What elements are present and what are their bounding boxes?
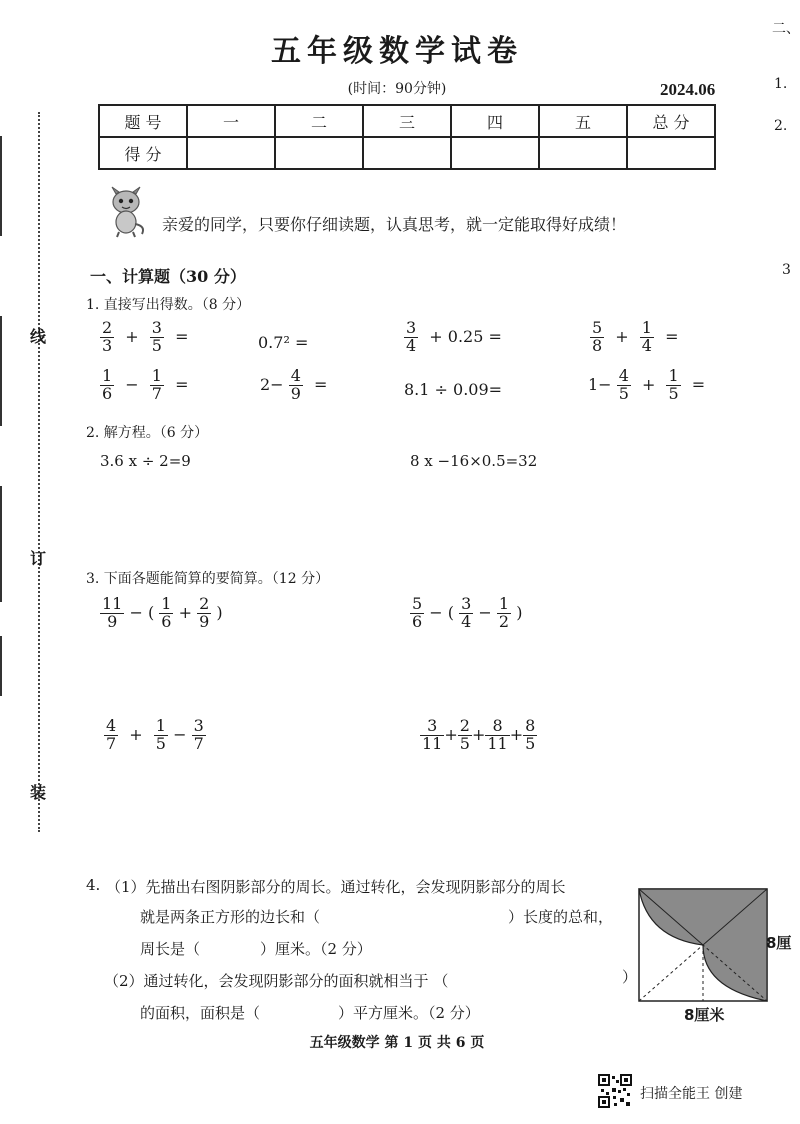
question-text: ）: [622, 968, 638, 986]
exam-date: 2024.06: [660, 80, 716, 99]
math-expression: $\frac{11}{9}$ − ( $\frac{1}{6}$ + $\frac{2}{9}$ ): [102, 594, 223, 631]
math-expression: $\frac{1}{6}$ − $\frac{1}{7}$ =: [102, 366, 189, 403]
math-expression: 0.7² =: [258, 333, 309, 352]
table-cell: 一: [187, 105, 275, 137]
table-cell: 二: [275, 105, 363, 137]
fraction: $\frac{1}{5}$: [668, 366, 679, 403]
qr-code-icon: [598, 1074, 632, 1108]
fraction: $\frac{2}{5}$: [459, 716, 470, 753]
page-title: 五年级数学试卷: [271, 34, 523, 69]
margin-line: [0, 136, 8, 236]
question-text: 的面积，面积是（: [140, 1004, 261, 1022]
question-title: 3. 下面各题能简算的要简算。（12 分）: [86, 571, 330, 587]
math-expression: 8.1 ÷ 0.09=: [404, 380, 503, 399]
table-cell: 题 号: [99, 105, 187, 137]
question-text: 周长是（: [140, 940, 201, 958]
score-cell[interactable]: [187, 137, 275, 169]
right-margin-item: 3: [782, 262, 791, 278]
math-expression: $\frac{3}{11}$ + $\frac{2}{5}$ + $\frac{8}{11}$ + $\frac{8}{5}$: [422, 716, 536, 753]
score-table: [98, 104, 716, 170]
margin-line: [0, 636, 8, 696]
figure-side-label: 8厘: [766, 934, 792, 952]
question-title: 2. 解方程。（6 分）: [86, 425, 209, 441]
greeting-text: 亲爱的同学，只要你仔细读题，认真思考，就一定能取得好成绩！: [162, 215, 627, 234]
fraction: $\frac{3}{11}$: [422, 716, 443, 753]
dragon-mascot-icon: [104, 186, 148, 238]
fraction: $\frac{3}{4}$: [406, 318, 417, 355]
binding-mark: 装: [30, 783, 47, 802]
page-footer: 五年级数学 第 1 页 共 6 页: [309, 1035, 485, 1051]
math-expression: $\frac{5}{6}$ − ( $\frac{3}{4}$ − $\frac{1}{2}$ ): [412, 594, 523, 631]
question-title: 1. 直接写出得数。（8 分）: [86, 297, 251, 313]
binding-mark: 线: [30, 327, 47, 346]
fraction: $\frac{8}{11}$: [487, 716, 508, 753]
fraction: $\frac{2}{9}$: [199, 594, 210, 631]
score-cell[interactable]: [539, 137, 627, 169]
figure-bottom-label: 8厘米: [684, 1006, 725, 1024]
right-margin-item: 1.: [774, 76, 788, 92]
section-title: 一、计算题（30 分）: [90, 267, 246, 286]
table-cell: 四: [451, 105, 539, 137]
math-expression: $\frac{2}{3}$ + $\frac{3}{5}$ =: [102, 318, 189, 355]
fraction: $\frac{5}{6}$: [412, 594, 423, 631]
fraction: $\frac{3}{4}$: [461, 594, 472, 631]
fraction: $\frac{4}{7}$: [106, 716, 117, 753]
fraction: $\frac{1}{6}$: [102, 366, 113, 403]
fraction: $\frac{4}{9}$: [290, 366, 301, 403]
table-cell: 三: [363, 105, 451, 137]
score-cell[interactable]: [627, 137, 715, 169]
question-text: （2）通过转化，会发现阴影部分的面积就相当于 （: [104, 972, 449, 990]
math-expression: 2− $\frac{4}{9}$ =: [260, 366, 328, 403]
question-text: ）厘米。（2 分）: [260, 940, 372, 958]
score-cell[interactable]: [275, 137, 363, 169]
score-cell[interactable]: [451, 137, 539, 169]
fraction: $\frac{11}{9}$: [102, 594, 123, 631]
equation: 8 x −16×0.5=32: [410, 452, 538, 470]
fraction: $\frac{8}{5}$: [525, 716, 536, 753]
question-text: ）平方厘米。（2 分）: [338, 1004, 480, 1022]
fraction: $\frac{5}{8}$: [592, 318, 603, 355]
right-margin-section: 二、: [772, 21, 800, 37]
binding-line: [38, 112, 40, 832]
table-cell: 总 分: [627, 105, 715, 137]
fraction: $\frac{2}{3}$: [102, 318, 113, 355]
table-cell: 五: [539, 105, 627, 137]
question-text: （1）先描出右图阴影部分的周长。通过转化，会发现阴影部分的周长: [106, 878, 566, 896]
question-text: 就是两条正方形的边长和（: [140, 908, 321, 926]
fraction: $\frac{1}{6}$: [161, 594, 172, 631]
score-table-header-row: [99, 105, 715, 137]
question-text: ）长度的总和，: [508, 908, 614, 926]
fraction: $\frac{1}{4}$: [641, 318, 652, 355]
fraction: $\frac{3}{7}$: [193, 716, 204, 753]
fraction: $\frac{1}{5}$: [155, 716, 166, 753]
score-cell[interactable]: [363, 137, 451, 169]
right-margin-item: 2.: [774, 118, 788, 134]
exam-time: (时间：90分钟): [347, 81, 447, 97]
binding-mark: 订: [30, 549, 47, 568]
table-cell: 得 分: [99, 137, 187, 169]
math-expression: $\frac{4}{7}$ + $\frac{1}{5}$ − $\frac{3}{7}$: [106, 716, 204, 753]
fraction: $\frac{4}{5}$: [618, 366, 629, 403]
fraction: $\frac{1}{7}$: [151, 366, 162, 403]
math-expression: 1− $\frac{4}{5}$ + $\frac{1}{5}$ =: [588, 366, 706, 403]
margin-line: [0, 316, 8, 426]
question-number: 4.: [86, 876, 101, 894]
math-expression: $\frac{3}{4}$ + 0.25 =: [406, 318, 502, 355]
math-expression: $\frac{5}{8}$ + $\frac{1}{4}$ =: [592, 318, 679, 355]
score-table-score-row: [99, 137, 715, 169]
fraction: $\frac{3}{5}$: [151, 318, 162, 355]
fraction: $\frac{1}{2}$: [498, 594, 510, 631]
scanner-watermark: 扫描全能王 创建: [640, 1086, 743, 1102]
equation: 3.6 x ÷ 2=9: [100, 452, 191, 470]
shaded-square-figure: [638, 888, 768, 1002]
margin-line: [0, 486, 8, 602]
